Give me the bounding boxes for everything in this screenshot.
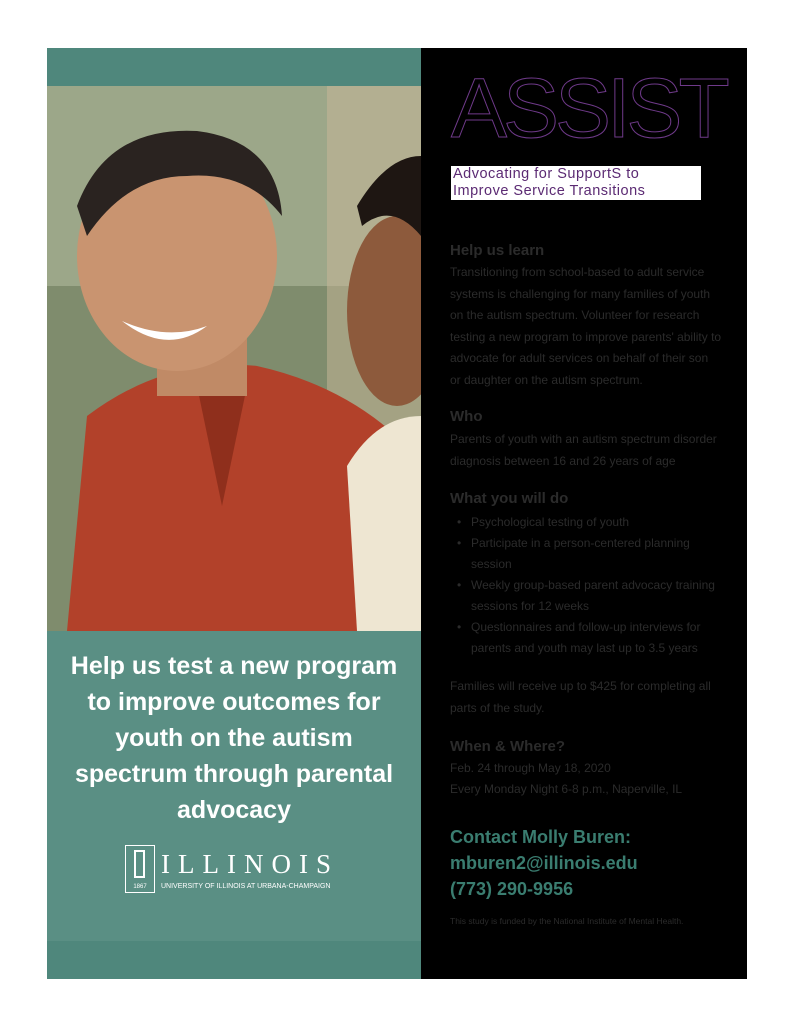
top-band [47,48,421,86]
assist-title: ASSIST [451,61,726,155]
help-us-learn-text: Transitioning from school-based to adult service systems is challenging for many families of youth on the autism spectrum. Volunteer for research testing a new program to improve parents' ability to advocate for adult services on behalf of their son or daughter on the autism spectrum. [450,265,722,387]
headline: Help us test a new program to improve outcomes for youth on the autism spectrum through parental advocacy [70,652,398,824]
logo-subtitle: UNIVERSITY OF ILLINOIS AT URBANA-CHAMPAIGN [161,883,331,890]
when-where-heading: When & Where? [450,738,565,755]
bottom-band [47,941,421,979]
list-item: • Questionnaires and follow-up interviews for parents and youth may last up to 3.5 years [457,617,727,659]
who-heading: Who [450,408,483,425]
contact-phone[interactable]: (773) 290-9956 [450,879,574,899]
contact-label: Contact Molly Buren: [450,827,632,847]
payment-text: Families will receive up to $425 for completing all parts of the study. [450,679,711,715]
what-heading: What you will do [450,490,569,507]
right-panel [421,48,747,979]
funding-note: This study is funded by the National Institute of Mental Health. [450,916,684,926]
help-us-learn-heading: Help us learn [450,242,545,259]
dates-text: Feb. 24 through May 18, 2020 [450,761,611,775]
university-logo [125,845,365,901]
activities-list [457,512,727,659]
who-text: Parents of youth with an autism spectrum disorder diagnosis between 16 and 26 years of age [450,432,717,468]
list-item: • Participate in a person-centered planning session [457,533,727,575]
contact-block [450,824,638,902]
left-panel [47,48,421,979]
contact-email[interactable]: mburen2@illinois.edu [450,853,638,873]
flyer [47,48,747,979]
logo-year: 1867 [133,884,147,890]
block-i-icon [125,845,155,893]
photo-father-and-son [47,86,421,631]
list-item: • Psychological testing of youth [457,512,727,533]
logo-wordmark: ILLINOIS [161,849,339,879]
list-item: • Weekly group-based parent advocacy training sessions for 12 weeks [457,575,727,617]
assist-tagline: Advocating for SupportS to Improve Service Transitions [451,166,701,200]
schedule-text: Every Monday Night 6-8 p.m., Naperville, IL [450,782,683,796]
